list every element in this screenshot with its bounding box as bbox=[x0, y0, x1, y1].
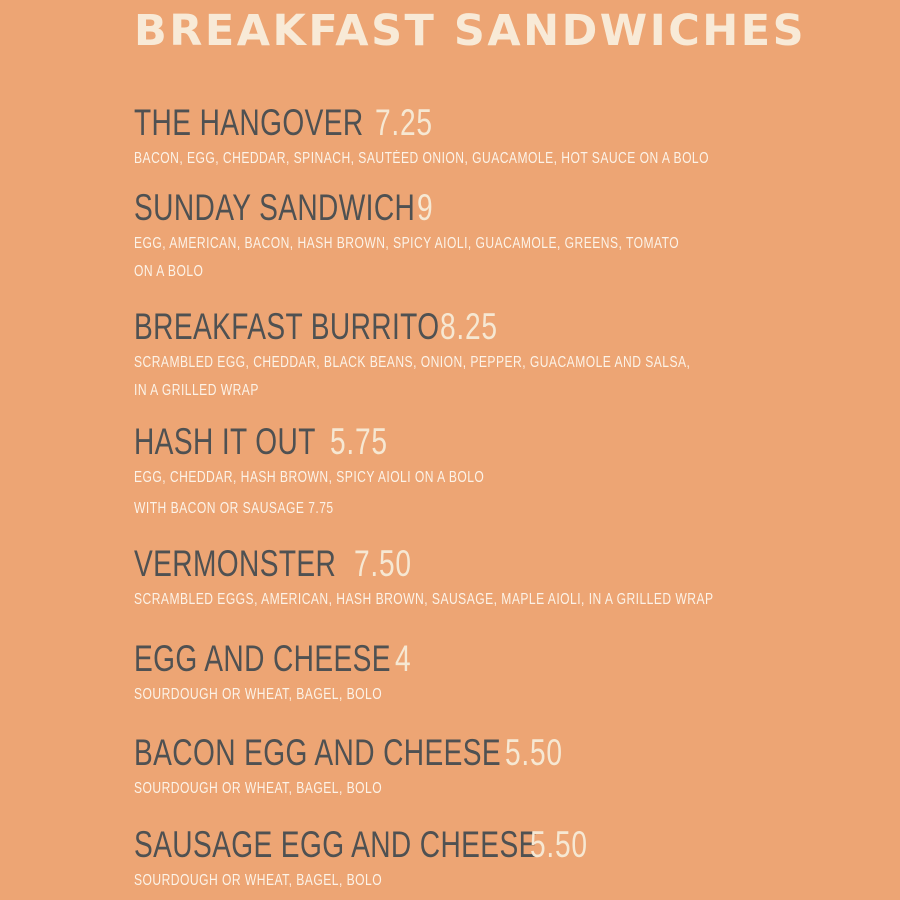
item-name: VERMONSTER bbox=[134, 543, 337, 584]
item-header bbox=[134, 731, 617, 775]
item-description: EGG, AMERICAN, BACON, HASH BROWN, SPICY AIOLI, GUACAMOLE, GREENS, TOMATO bbox=[134, 235, 680, 252]
item-price: 5.50 bbox=[505, 732, 563, 773]
menu-item-hash-it-out bbox=[134, 420, 583, 523]
item-description: SOURDOUGH OR WHEAT, BAGEL, BOLO bbox=[134, 780, 383, 797]
item-description: SCRAMBLED EGGS, AMERICAN, HASH BROWN, SAUSAGE, MAPLE AIOLI, IN A GRILLED WRAP bbox=[134, 591, 714, 608]
item-description-continued: ON A BOLO bbox=[134, 263, 204, 280]
menu-item-breakfast-burrito bbox=[134, 305, 847, 405]
item-description: SOURDOUGH OR WHEAT, BAGEL, BOLO bbox=[134, 686, 383, 703]
item-description-continued: IN A GRILLED WRAP bbox=[134, 382, 259, 399]
item-name: HASH IT OUT bbox=[134, 421, 316, 462]
item-header bbox=[134, 637, 472, 681]
item-price: 8.25 bbox=[440, 306, 498, 347]
item-header bbox=[134, 186, 833, 230]
item-header bbox=[134, 420, 583, 464]
menu-item-sunday-sandwich bbox=[134, 186, 833, 286]
item-price: 7.25 bbox=[375, 102, 433, 143]
item-description: SCRAMBLED EGG, CHEDDAR, BLACK BEANS, ONION, PEPPER, GUACAMOLE AND SALSA, bbox=[134, 354, 691, 371]
item-header bbox=[134, 305, 847, 349]
item-price: 9 bbox=[417, 187, 434, 228]
item-description: BACON, EGG, CHEDDAR, SPINACH, SAUTÉED ONION, GUACAMOLE, HOT SAUCE ON A BOLO bbox=[134, 150, 710, 167]
item-name: SUNDAY SANDWICH bbox=[134, 187, 416, 228]
item-name: THE HANGOVER bbox=[134, 102, 364, 143]
menu-item-vermonster bbox=[134, 542, 877, 614]
menu-item-the-hangover bbox=[134, 101, 871, 173]
menu-title: BREAKFAST SANDWICHES bbox=[134, 6, 807, 56]
item-price: 4 bbox=[395, 638, 412, 679]
item-price: 5.50 bbox=[530, 824, 588, 865]
item-description: EGG, CHEDDAR, HASH BROWN, SPICY AIOLI ON A BOLO bbox=[134, 469, 485, 486]
item-description: SOURDOUGH OR WHEAT, BAGEL, BOLO bbox=[134, 872, 383, 889]
item-name: EGG AND CHEESE bbox=[134, 638, 391, 679]
item-name: BACON EGG AND CHEESE bbox=[134, 732, 501, 773]
item-price: 7.50 bbox=[354, 543, 412, 584]
menu-item-sausage-egg-and-cheese bbox=[134, 823, 665, 895]
menu-item-egg-and-cheese bbox=[134, 637, 472, 709]
item-name: BREAKFAST BURRITO bbox=[134, 306, 440, 347]
item-header bbox=[134, 101, 871, 145]
item-header bbox=[134, 542, 877, 586]
item-description-continued: WITH BACON OR SAUSAGE 7.75 bbox=[134, 500, 334, 517]
menu-item-bacon-egg-and-cheese bbox=[134, 731, 617, 803]
item-price: 5.75 bbox=[330, 421, 388, 462]
item-name: SAUSAGE EGG AND CHEESE bbox=[134, 824, 538, 865]
item-header bbox=[134, 823, 665, 867]
